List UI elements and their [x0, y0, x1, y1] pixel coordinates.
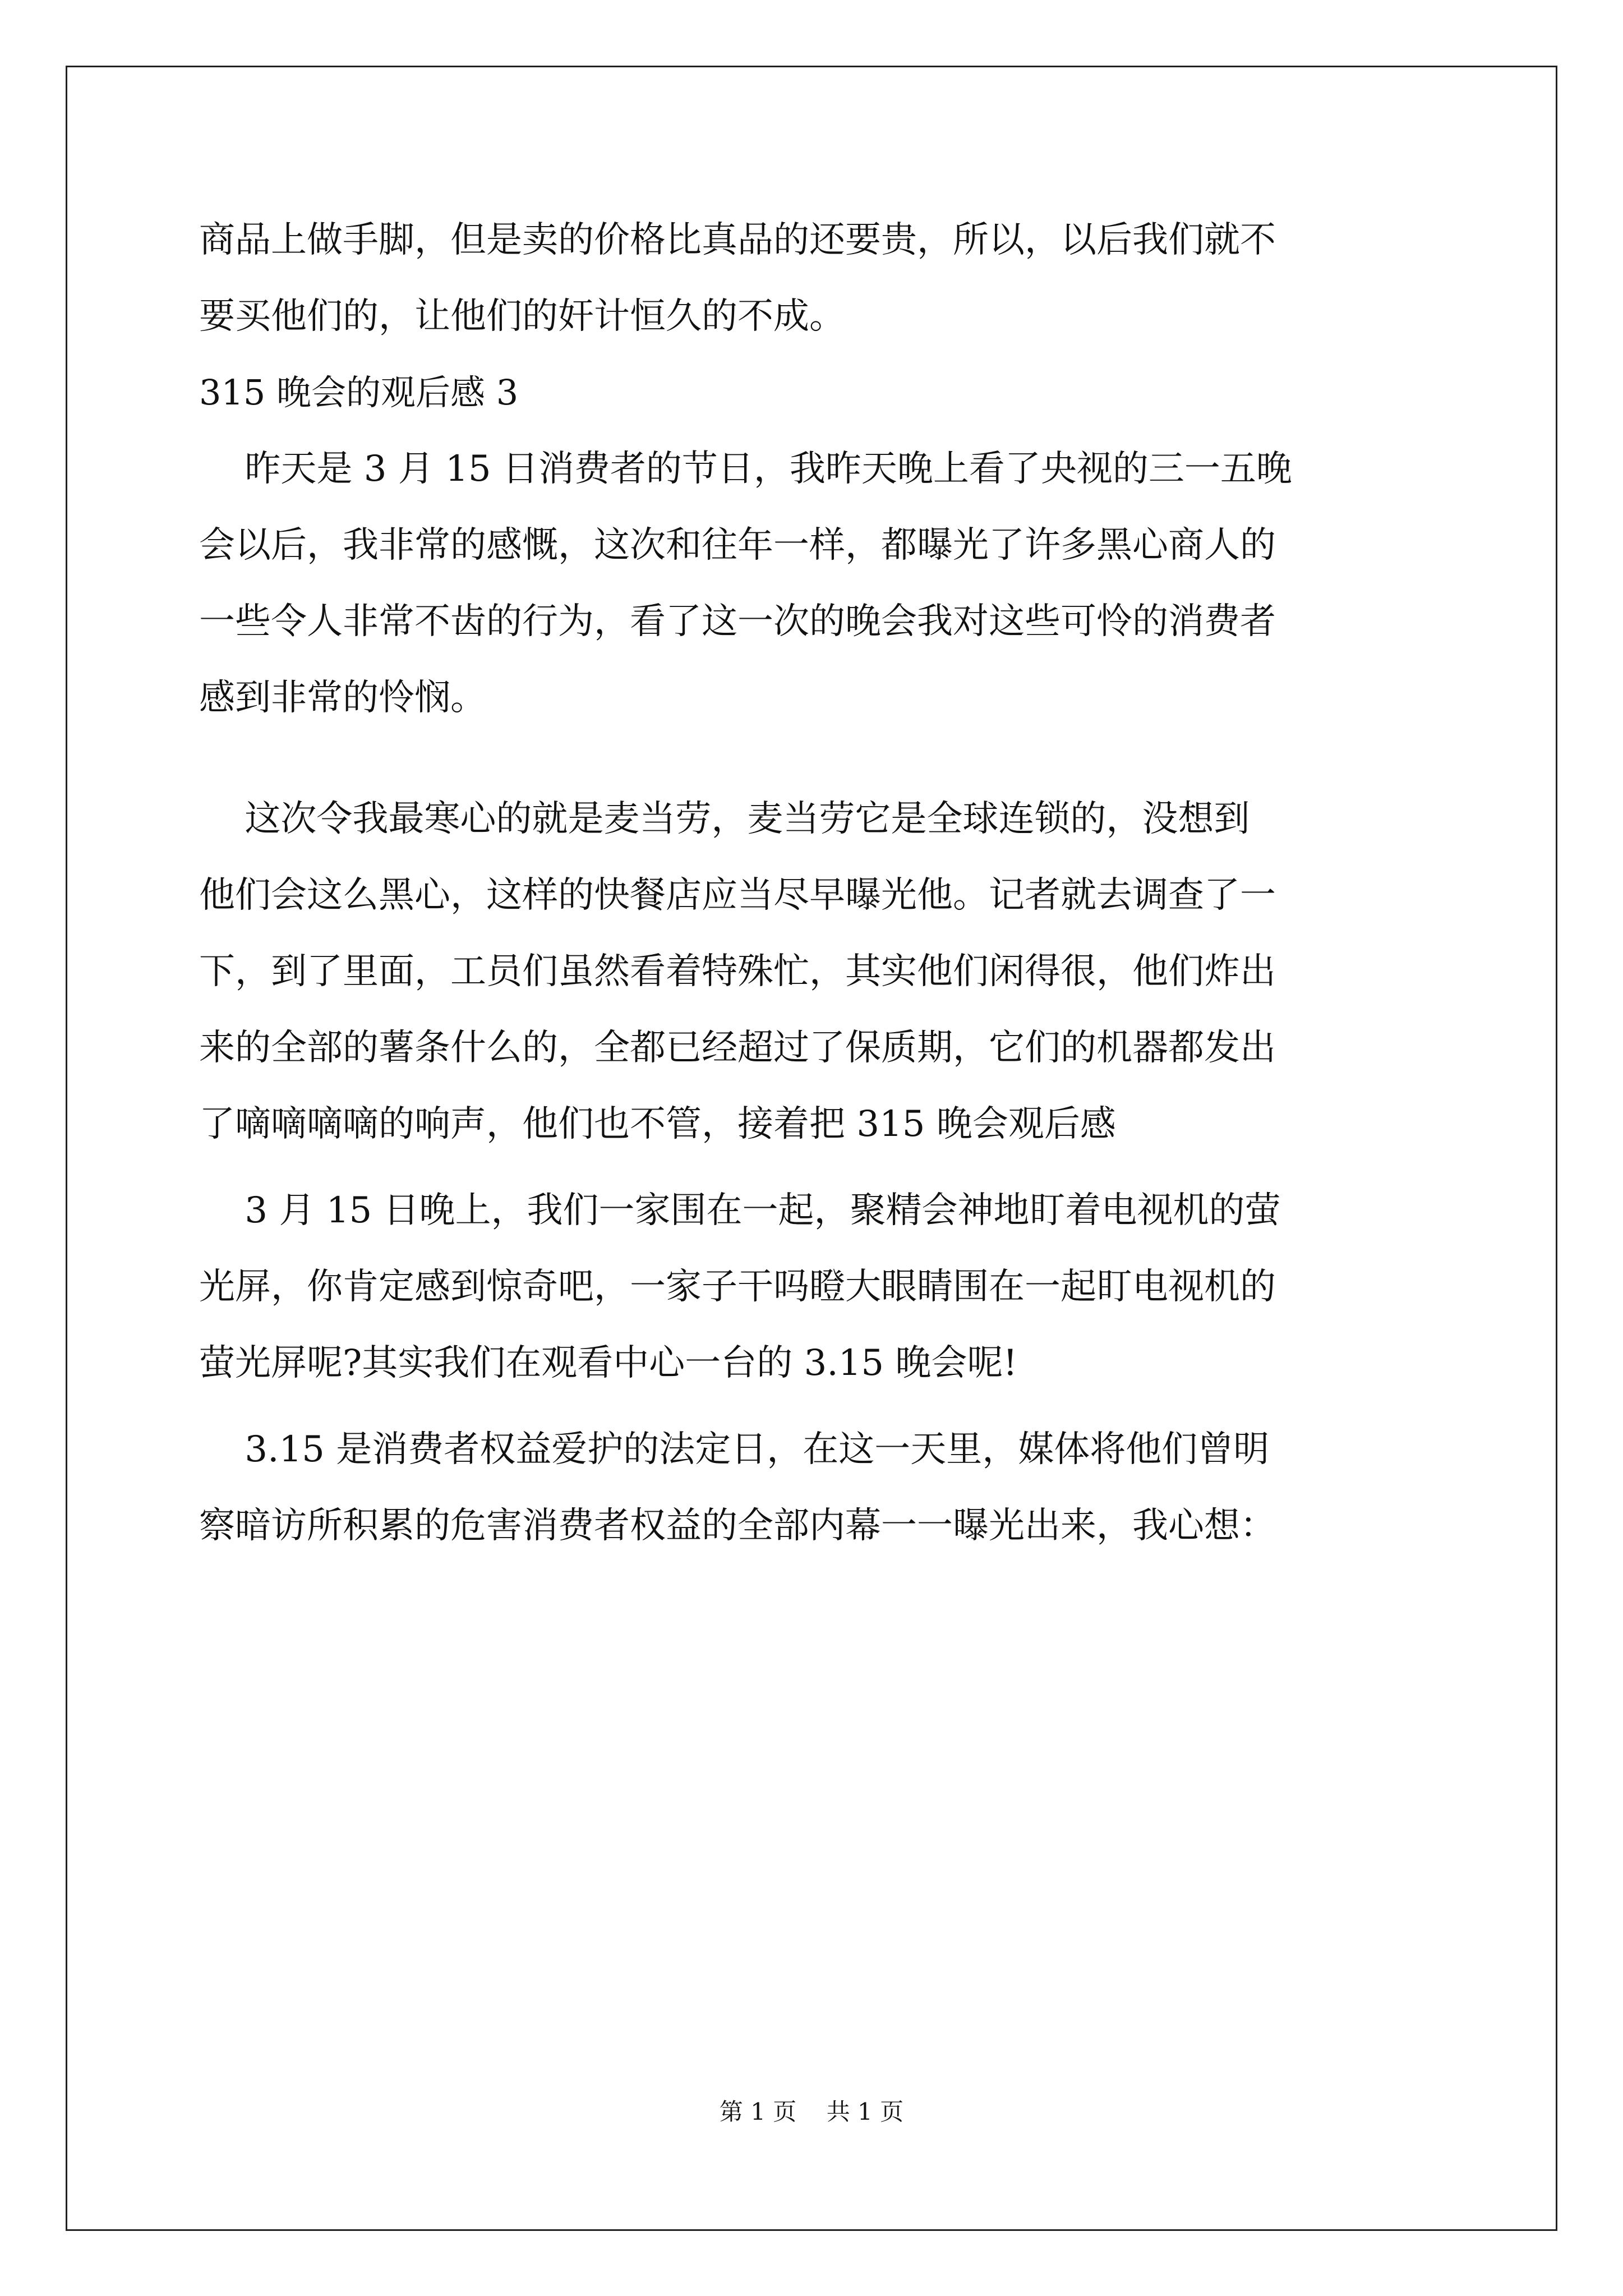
page-footer: 第 1 页 共 1 页 [719, 2098, 904, 2125]
text-line: 下，到了里面，工员们虽然看着特殊忙，其实他们闲得很，他们炸出 [199, 951, 1276, 992]
section-heading: 315 晚会的观后感 3 [199, 372, 519, 413]
text-line: 感到非常的怜悯。 [199, 677, 486, 719]
text-line: 3.15 是消费者权益爱护的法定日，在这一天里，媒体将他们曾明 [199, 1429, 1270, 1470]
text-line: 昨天是 3 月 15 日消费者的节日，我昨天晚上看了央视的三一五晚 [199, 448, 1292, 490]
text-line: 商品上做手脚，但是卖的价格比真品的还要贵，所以，以后我们就不 [199, 219, 1276, 261]
text-line: 来的全部的薯条什么的，全都已经超过了保质期，它们的机器都发出 [199, 1027, 1276, 1069]
text-line: 一些令人非常不齿的行为，看了这一次的晚会我对这些可怜的消费者 [199, 601, 1276, 642]
text-line: 察暗访所积累的危害消费者权益的全部内幕一一曝光出来，我心想： [199, 1505, 1276, 1547]
text-line: 3 月 15 日晚上，我们一家围在一起，聚精会神地盯着电视机的萤 [199, 1190, 1281, 1231]
text-line: 这次令我最寒心的就是麦当劳，麦当劳它是全球连锁的，没想到 [199, 798, 1250, 840]
text-line: 要买他们的，让他们的奸计恒久的不成。 [199, 296, 845, 337]
text-line: 他们会这么黑心，这样的快餐店应当尽早曝光他。记者就去调查了一 [199, 875, 1276, 916]
text-line: 会以后，我非常的感慨，这次和往年一样，都曝光了许多黑心商人的 [199, 524, 1276, 566]
text-line: 了嘀嘀嘀嘀的响声，他们也不管，接着把 315 晚会观后感 [199, 1103, 1116, 1145]
text-line: 萤光屏呢?其实我们在观看中心一台的 3.15 晚会呢! [199, 1342, 1018, 1384]
text-line: 光屏，你肯定感到惊奇吧，一家子干吗瞪大眼睛围在一起盯电视机的 [199, 1266, 1276, 1308]
